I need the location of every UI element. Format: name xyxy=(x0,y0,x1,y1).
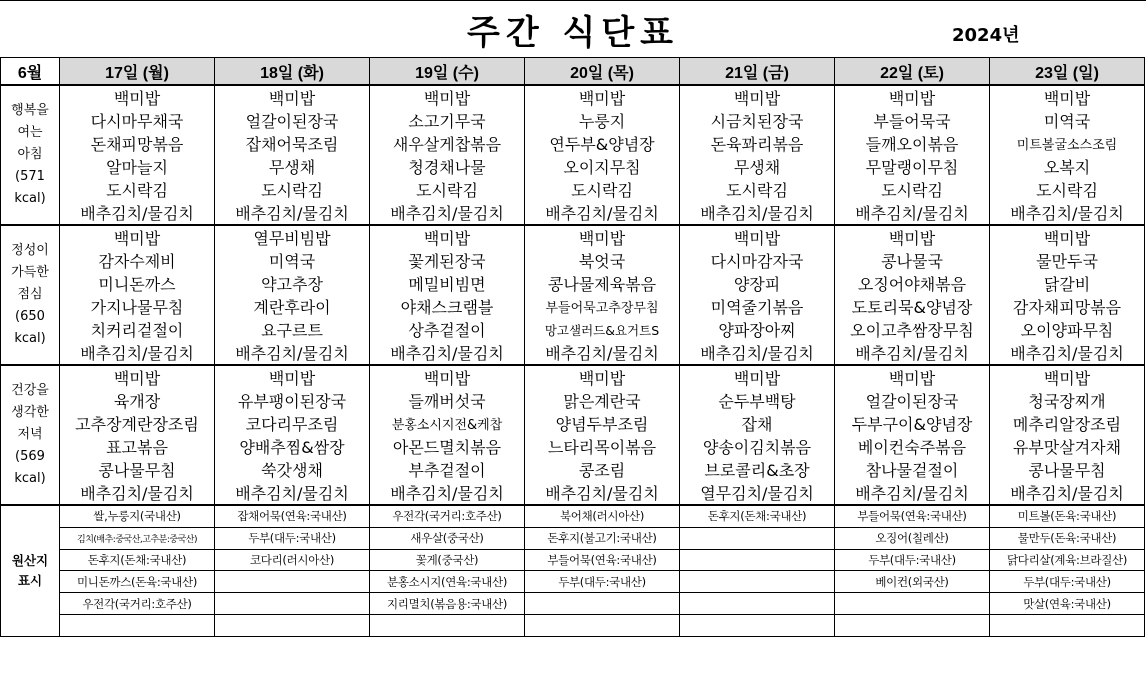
menu-row xyxy=(1,458,1145,481)
meal-label xyxy=(1,85,60,225)
dish-cell: 약고추장 xyxy=(215,272,370,295)
dish-cell: 백미밥 xyxy=(525,365,680,389)
origin-label-line: 표시 xyxy=(17,572,43,588)
dish-cell: 메밀비빔면 xyxy=(370,272,525,295)
origin-cell: 잡채어묵(연육:국내산) xyxy=(215,505,370,527)
dish-cell: 백미밥 xyxy=(835,85,990,109)
day-header: 23일 (일) xyxy=(990,58,1145,86)
dish-cell: 가지나물무침 xyxy=(60,295,215,318)
dish-cell: 시금치된장국 xyxy=(680,109,835,132)
dish-cell: 배추김치/물김치 xyxy=(60,341,215,365)
month-header: 6월 xyxy=(1,58,60,86)
dish-cell: 백미밥 xyxy=(525,225,680,249)
dish-cell: 무생채 xyxy=(680,155,835,178)
dish-cell: 백미밥 xyxy=(990,85,1145,109)
origin-cell: 코다리(러시아산) xyxy=(215,549,370,571)
origin-cell xyxy=(215,571,370,593)
dish-cell: 백미밥 xyxy=(835,225,990,249)
origin-cell: 두부(대두:국내산) xyxy=(990,571,1145,593)
dish-cell: 도시락김 xyxy=(215,178,370,201)
origin-label xyxy=(1,505,60,636)
dish-cell: 얼갈이된장국 xyxy=(835,389,990,412)
dish-cell: 배추김치/물김치 xyxy=(680,201,835,225)
meal-label-line: (650 xyxy=(15,309,45,324)
origin-cell xyxy=(525,593,680,615)
weekly-menu-table xyxy=(0,57,1145,637)
dish-cell: 오복지 xyxy=(990,155,1145,178)
origin-cell xyxy=(835,614,990,636)
header-row xyxy=(1,58,1145,86)
meal-label-line: (569 xyxy=(15,449,45,464)
dish-cell: 돈채피망볶음 xyxy=(60,132,215,155)
meal-label-line: 정성이 xyxy=(11,243,49,258)
dish-cell: 청경채나물 xyxy=(370,155,525,178)
dish-cell: 미트볼굴소스조림 xyxy=(990,132,1145,155)
meal-label-line: kcal) xyxy=(14,471,46,486)
year-label: 2024년 xyxy=(952,25,1020,46)
dish-cell: 도시락김 xyxy=(990,178,1145,201)
menu-row xyxy=(1,85,1145,109)
origin-cell: 두부(대두:국내산) xyxy=(215,527,370,549)
dish-cell: 백미밥 xyxy=(835,365,990,389)
origin-cell: 우전각(국거리:호주산) xyxy=(60,593,215,615)
dish-cell: 배추김치/물김치 xyxy=(215,201,370,225)
dish-cell: 베이컨숙주볶음 xyxy=(835,435,990,458)
origin-cell: 베이컨(외국산) xyxy=(835,571,990,593)
dish-cell: 배추김치/물김치 xyxy=(370,481,525,505)
origin-cell: 북어채(러시아산) xyxy=(525,505,680,527)
dish-cell: 부들어묵국 xyxy=(835,109,990,132)
meal-label-line: 가득한 xyxy=(11,265,49,280)
menu-row xyxy=(1,272,1145,295)
meal-label-line: 점심 xyxy=(17,287,43,302)
dish-cell: 물만두국 xyxy=(990,249,1145,272)
dish-cell: 콩조림 xyxy=(525,458,680,481)
dish-cell: 백미밥 xyxy=(680,85,835,109)
meal-label xyxy=(1,365,60,505)
dish-cell: 새우살게찹볶음 xyxy=(370,132,525,155)
dish-cell: 망고샐러드&요거트S xyxy=(525,318,680,341)
dish-cell: 감자수제비 xyxy=(60,249,215,272)
origin-cell xyxy=(680,527,835,549)
origin-cell xyxy=(680,549,835,571)
menu-row xyxy=(1,249,1145,272)
dish-cell: 도시락김 xyxy=(525,178,680,201)
origin-cell: 새우살(중국산) xyxy=(370,527,525,549)
dish-cell: 순두부백탕 xyxy=(680,389,835,412)
dish-cell: 백미밥 xyxy=(990,365,1145,389)
dish-cell: 얼갈이된장국 xyxy=(215,109,370,132)
dish-cell: 양배추찜&쌈장 xyxy=(215,435,370,458)
dish-cell: 고추장계란장조림 xyxy=(60,412,215,435)
dish-cell: 배추김치/물김치 xyxy=(60,481,215,505)
dish-cell: 들깨버섯국 xyxy=(370,389,525,412)
origin-cell xyxy=(370,614,525,636)
origin-row xyxy=(1,549,1145,571)
origin-cell: 쌀,누룽지(국내산) xyxy=(60,505,215,527)
dish-cell: 백미밥 xyxy=(370,365,525,389)
dish-cell: 백미밥 xyxy=(680,365,835,389)
dish-cell: 돈육꽈리볶음 xyxy=(680,132,835,155)
menu-row xyxy=(1,412,1145,435)
dish-cell: 열무김치/물김치 xyxy=(680,481,835,505)
dish-cell: 백미밥 xyxy=(60,225,215,249)
dish-cell: 도시락김 xyxy=(60,178,215,201)
dish-cell: 배추김치/물김치 xyxy=(525,201,680,225)
dish-cell: 열무비빔밥 xyxy=(215,225,370,249)
dish-cell: 무말랭이무침 xyxy=(835,155,990,178)
dish-cell: 청국장찌개 xyxy=(990,389,1145,412)
dish-cell: 요구르트 xyxy=(215,318,370,341)
dish-cell: 백미밥 xyxy=(370,225,525,249)
dish-cell: 치커리겉절이 xyxy=(60,318,215,341)
dish-cell: 백미밥 xyxy=(525,85,680,109)
dish-cell: 배추김치/물김치 xyxy=(215,341,370,365)
day-header: 20일 (목) xyxy=(525,58,680,86)
dish-cell: 꽃게된장국 xyxy=(370,249,525,272)
menu-row xyxy=(1,178,1145,201)
menu-row xyxy=(1,341,1145,365)
dish-cell: 배추김치/물김치 xyxy=(525,341,680,365)
day-header: 18일 (화) xyxy=(215,58,370,86)
dish-cell: 백미밥 xyxy=(215,365,370,389)
dish-cell: 브로콜리&초장 xyxy=(680,458,835,481)
origin-cell: 닭다리살(계육:브라질산) xyxy=(990,549,1145,571)
dish-cell: 잡채어묵조림 xyxy=(215,132,370,155)
dish-cell: 쑥갓생채 xyxy=(215,458,370,481)
origin-cell: 분홍소시지(연육:국내산) xyxy=(370,571,525,593)
dish-cell: 배추김치/물김치 xyxy=(835,201,990,225)
day-header: 22일 (토) xyxy=(835,58,990,86)
dish-cell: 미역줄기볶음 xyxy=(680,295,835,318)
meal-label-line: 건강을 xyxy=(11,383,49,398)
dish-cell: 상추겉절이 xyxy=(370,318,525,341)
origin-cell: 부들어묵(연육:국내산) xyxy=(835,505,990,527)
meal-label-line: 생각한 xyxy=(11,405,49,420)
dish-cell: 배추김치/물김치 xyxy=(990,481,1145,505)
dish-cell: 두부구이&양념장 xyxy=(835,412,990,435)
dish-cell: 야채스크램블 xyxy=(370,295,525,318)
origin-cell: 지리멸치(볶음용:국내산) xyxy=(370,593,525,615)
meal-label-line: 저녁 xyxy=(17,427,43,442)
dish-cell: 오이지무침 xyxy=(525,155,680,178)
origin-cell: 오징어(칠레산) xyxy=(835,527,990,549)
dish-cell: 콩나물무침 xyxy=(60,458,215,481)
dish-cell: 표고볶음 xyxy=(60,435,215,458)
dish-cell: 배추김치/물김치 xyxy=(990,201,1145,225)
origin-cell xyxy=(215,593,370,615)
dish-cell: 느타리목이볶음 xyxy=(525,435,680,458)
menu-row xyxy=(1,155,1145,178)
origin-cell: 김치(배추:중국산,고추분:중국산) xyxy=(60,527,215,549)
dish-cell: 오이양파무침 xyxy=(990,318,1145,341)
origin-cell: 돈후지(불고기:국내산) xyxy=(525,527,680,549)
dish-cell: 배추김치/물김치 xyxy=(525,481,680,505)
dish-cell: 참나물겉절이 xyxy=(835,458,990,481)
origin-row xyxy=(1,614,1145,636)
origin-cell: 맛살(연육:국내산) xyxy=(990,593,1145,615)
dish-cell: 연두부&양념장 xyxy=(525,132,680,155)
origin-cell: 우전각(국거리:호주산) xyxy=(370,505,525,527)
meal-label-line: 행복을 xyxy=(11,103,49,118)
dish-cell: 부추겉절이 xyxy=(370,458,525,481)
day-header: 21일 (금) xyxy=(680,58,835,86)
menu-row xyxy=(1,389,1145,412)
menu-row xyxy=(1,201,1145,225)
dish-cell: 유부팽이된장국 xyxy=(215,389,370,412)
origin-cell xyxy=(835,593,990,615)
dish-cell: 양장피 xyxy=(680,272,835,295)
page-title: 주간 식단표 xyxy=(466,13,680,53)
menu-body xyxy=(1,85,1145,636)
dish-cell: 육개장 xyxy=(60,389,215,412)
menu-row xyxy=(1,132,1145,155)
day-header: 19일 (수) xyxy=(370,58,525,86)
dish-cell: 미역국 xyxy=(990,109,1145,132)
origin-cell xyxy=(990,614,1145,636)
dish-cell: 양파장아찌 xyxy=(680,318,835,341)
menu-row xyxy=(1,365,1145,389)
meal-label-line: kcal) xyxy=(14,331,46,346)
origin-cell xyxy=(680,614,835,636)
dish-cell: 맑은계란국 xyxy=(525,389,680,412)
origin-cell xyxy=(525,614,680,636)
dish-cell: 배추김치/물김치 xyxy=(215,481,370,505)
origin-cell: 꽃게(중국산) xyxy=(370,549,525,571)
dish-cell: 미역국 xyxy=(215,249,370,272)
dish-cell: 콩나물무침 xyxy=(990,458,1145,481)
dish-cell: 배추김치/물김치 xyxy=(835,341,990,365)
meal-label-line: 여는 xyxy=(17,125,43,140)
menu-row xyxy=(1,109,1145,132)
dish-cell: 백미밥 xyxy=(990,225,1145,249)
menu-row xyxy=(1,225,1145,249)
origin-label-line: 원산지 xyxy=(11,552,49,568)
dish-cell: 양념두부조림 xyxy=(525,412,680,435)
dish-cell: 미니돈까스 xyxy=(60,272,215,295)
dish-cell: 무생채 xyxy=(215,155,370,178)
origin-cell: 물만두(돈육:국내산) xyxy=(990,527,1145,549)
dish-cell: 닭갈비 xyxy=(990,272,1145,295)
meal-label-line: kcal) xyxy=(14,191,46,206)
meal-label-line: 아침 xyxy=(17,147,43,162)
origin-row xyxy=(1,527,1145,549)
dish-cell: 오징어야채볶음 xyxy=(835,272,990,295)
dish-cell: 도시락김 xyxy=(835,178,990,201)
dish-cell: 코다리무조림 xyxy=(215,412,370,435)
dish-cell: 배추김치/물김치 xyxy=(990,341,1145,365)
menu-row xyxy=(1,435,1145,458)
dish-cell: 소고기무국 xyxy=(370,109,525,132)
menu-row xyxy=(1,481,1145,505)
origin-cell xyxy=(215,614,370,636)
origin-cell: 돈후지(돈채:국내산) xyxy=(680,505,835,527)
dish-cell: 백미밥 xyxy=(370,85,525,109)
dish-cell: 메추리알장조림 xyxy=(990,412,1145,435)
meal-label-line: (571 xyxy=(15,169,45,184)
dish-cell: 배추김치/물김치 xyxy=(60,201,215,225)
title-bar xyxy=(0,0,1146,57)
dish-cell: 감자채피망볶음 xyxy=(990,295,1145,318)
dish-cell: 콩나물제육볶음 xyxy=(525,272,680,295)
day-header: 17일 (월) xyxy=(60,58,215,86)
origin-cell: 미니돈까스(돈육:국내산) xyxy=(60,571,215,593)
dish-cell: 계란후라이 xyxy=(215,295,370,318)
dish-cell: 도토리묵&양념장 xyxy=(835,295,990,318)
origin-cell xyxy=(680,593,835,615)
origin-cell xyxy=(60,614,215,636)
origin-cell: 미트볼(돈육:국내산) xyxy=(990,505,1145,527)
dish-cell: 북엇국 xyxy=(525,249,680,272)
dish-cell: 배추김치/물김치 xyxy=(370,201,525,225)
dish-cell: 분홍소시지전&케찹 xyxy=(370,412,525,435)
menu-row xyxy=(1,295,1145,318)
origin-row xyxy=(1,571,1145,593)
dish-cell: 도시락김 xyxy=(370,178,525,201)
origin-cell: 부들어묵(연육:국내산) xyxy=(525,549,680,571)
menu-row xyxy=(1,318,1145,341)
dish-cell: 백미밥 xyxy=(60,365,215,389)
origin-row xyxy=(1,593,1145,615)
dish-cell: 다시마무채국 xyxy=(60,109,215,132)
origin-cell: 두부(대두:국내산) xyxy=(525,571,680,593)
dish-cell: 유부맛살겨자채 xyxy=(990,435,1145,458)
dish-cell: 아몬드멸치볶음 xyxy=(370,435,525,458)
origin-cell: 돈후지(돈채:국내산) xyxy=(60,549,215,571)
dish-cell: 콩나물국 xyxy=(835,249,990,272)
dish-cell: 누룽지 xyxy=(525,109,680,132)
dish-cell: 부들어묵고추장무침 xyxy=(525,295,680,318)
origin-cell: 두부(대두:국내산) xyxy=(835,549,990,571)
dish-cell: 잡채 xyxy=(680,412,835,435)
dish-cell: 배추김치/물김치 xyxy=(680,341,835,365)
dish-cell: 배추김치/물김치 xyxy=(835,481,990,505)
dish-cell: 배추김치/물김치 xyxy=(370,341,525,365)
dish-cell: 백미밥 xyxy=(680,225,835,249)
dish-cell: 다시마감자국 xyxy=(680,249,835,272)
dish-cell: 알마늘지 xyxy=(60,155,215,178)
origin-row xyxy=(1,505,1145,527)
dish-cell: 백미밥 xyxy=(215,85,370,109)
dish-cell: 들깨오이볶음 xyxy=(835,132,990,155)
origin-cell xyxy=(680,571,835,593)
dish-cell: 백미밥 xyxy=(60,85,215,109)
meal-label xyxy=(1,225,60,365)
dish-cell: 도시락김 xyxy=(680,178,835,201)
dish-cell: 오이고추쌈장무침 xyxy=(835,318,990,341)
dish-cell: 양송이김치볶음 xyxy=(680,435,835,458)
